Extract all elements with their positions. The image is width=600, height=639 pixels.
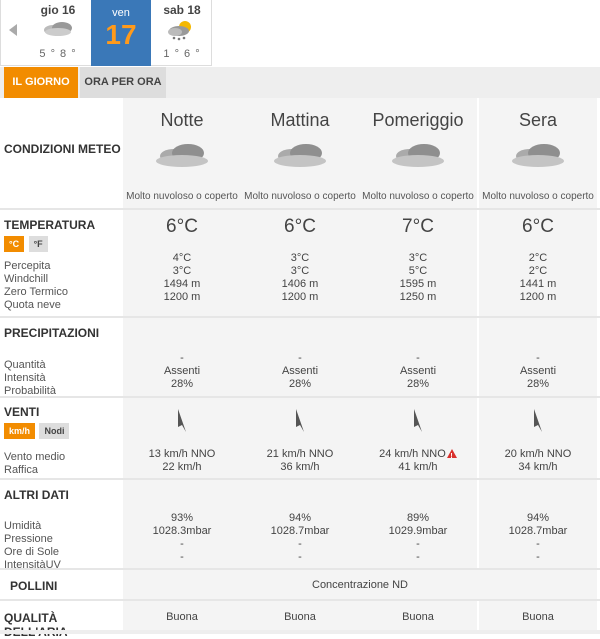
air-quality-value: Buona xyxy=(284,611,316,623)
raffica-value: 41 km/h xyxy=(398,461,438,473)
view-tabs xyxy=(0,67,600,98)
label-probabilita: Probabilità xyxy=(4,385,56,397)
wind-title: VENTI xyxy=(4,405,40,419)
air-col-pomeriggio xyxy=(359,601,477,631)
precip-col-pomeriggio xyxy=(359,318,477,396)
label-ore-di-sole: Ore di Sole xyxy=(4,546,60,558)
fahrenheit-toggle[interactable]: °F xyxy=(29,236,48,252)
quota-neve-value: 1200 m xyxy=(163,291,201,303)
label-intensita-uv: IntensitàUV xyxy=(4,559,61,571)
pressione-value: 1028.3mbar xyxy=(152,525,212,537)
period-desc: Molto nuvoloso o coperto xyxy=(244,191,356,202)
zero-termico-value: 1441 m xyxy=(519,278,557,290)
label-intensita: Intensità xyxy=(4,372,46,384)
quota-neve-value: 1200 m xyxy=(281,291,319,303)
wind-row xyxy=(0,398,600,480)
period-desc: Molto nuvoloso o coperto xyxy=(126,191,238,202)
precip-col-sera xyxy=(479,318,597,396)
day-name: gio 16 xyxy=(40,3,76,17)
wind-col-pomeriggio xyxy=(359,398,477,478)
windchill-value: 2°C xyxy=(528,265,548,277)
pressione-value: 1028.7mbar xyxy=(508,525,568,537)
intensita-value: Assenti xyxy=(519,365,557,377)
label-umidita: Umidità xyxy=(4,520,42,532)
other-col-mattina xyxy=(241,480,359,568)
label-percepita: Percepita xyxy=(4,260,51,272)
air-quality-value: Buona xyxy=(522,611,554,623)
period-sera xyxy=(479,98,597,208)
wind-direction-arrow-icon xyxy=(175,408,189,434)
tab-il-giorno[interactable]: IL GIORNO xyxy=(4,67,78,98)
ore-di-sole-value: - xyxy=(298,538,302,550)
temperature-row xyxy=(0,210,600,318)
period-name: Pomeriggio xyxy=(372,110,464,130)
wind-col-mattina xyxy=(241,398,359,478)
pressione-value: 1029.9mbar xyxy=(388,525,448,537)
intensita-value: Assenti xyxy=(399,365,437,377)
warning-icon xyxy=(447,449,457,458)
vento-medio-value: 21 km/h NNO xyxy=(266,448,334,460)
label-windchill: Windchill xyxy=(4,273,49,285)
intensita-uv-value: - xyxy=(416,551,420,563)
quantita-value: - xyxy=(536,352,540,364)
pollen-value: Concentrazione ND xyxy=(312,579,408,591)
zero-termico-value: 1406 m xyxy=(281,278,319,290)
air-col-mattina xyxy=(241,601,359,631)
temperature-value: 6°C xyxy=(284,216,316,237)
conditions-title: CONDIZIONI METEO xyxy=(4,142,121,156)
windchill-value: 5°C xyxy=(408,265,428,277)
temp-col-pomeriggio xyxy=(359,210,477,316)
percepita-value: 4°C xyxy=(172,252,192,264)
raffica-value: 36 km/h xyxy=(280,461,320,473)
precip-col-mattina xyxy=(241,318,359,396)
intensita-uv-value: - xyxy=(536,551,540,563)
vento-medio-value xyxy=(359,448,477,461)
cloud-icon xyxy=(390,143,446,169)
period-pomeriggio xyxy=(359,98,477,208)
intensita-value: Assenti xyxy=(163,365,201,377)
vento-medio-value: 20 km/h NNO xyxy=(504,448,572,460)
day-name: sab 18 xyxy=(163,3,201,17)
other-col-notte xyxy=(123,480,241,568)
precipitation-row xyxy=(0,318,600,398)
wind-col-notte xyxy=(123,398,241,478)
kmh-toggle[interactable]: km/h xyxy=(4,423,35,439)
period-desc: Molto nuvoloso o coperto xyxy=(362,191,474,202)
air-col-sera xyxy=(479,601,597,631)
windchill-value: 3°C xyxy=(290,265,310,277)
day-item-gio-16[interactable] xyxy=(27,0,89,66)
quantita-value: - xyxy=(298,352,302,364)
umidita-value: 93% xyxy=(170,512,194,524)
air-col-notte xyxy=(123,601,241,631)
percepita-value: 3°C xyxy=(408,252,428,264)
percepita-value: 3°C xyxy=(290,252,310,264)
period-name: Sera xyxy=(518,110,558,130)
tab-ora-per-ora[interactable]: ORA PER ORA xyxy=(80,67,166,98)
conditions-row xyxy=(0,98,600,210)
probabilita-value: 28% xyxy=(288,378,312,390)
ore-di-sole-value: - xyxy=(416,538,420,550)
temperature-value: 7°C xyxy=(402,216,434,237)
label-pressione: Pressione xyxy=(4,533,53,545)
label-raffica: Raffica xyxy=(4,464,39,476)
zero-termico-value: 1494 m xyxy=(163,278,201,290)
prev-day-arrow-icon[interactable] xyxy=(9,24,17,36)
pollen-row xyxy=(0,570,600,601)
period-name: Mattina xyxy=(270,110,330,130)
intensita-uv-value: - xyxy=(298,551,302,563)
air-quality-row xyxy=(0,601,600,631)
other-data-title: ALTRI DATI xyxy=(4,488,69,502)
wind-direction-arrow-icon xyxy=(531,408,545,434)
temperature-title: TEMPERATURA xyxy=(4,218,96,232)
probabilita-value: 28% xyxy=(526,378,550,390)
horizontal-scrollbar[interactable] xyxy=(0,630,600,634)
pollen-value-cell xyxy=(123,570,597,599)
label-quantita: Quantità xyxy=(4,359,46,371)
percepita-value: 2°C xyxy=(528,252,548,264)
period-desc: Molto nuvoloso o coperto xyxy=(482,191,594,202)
sun-cloud-snow-icon xyxy=(165,19,199,41)
cloud-icon xyxy=(154,143,210,169)
precip-col-notte xyxy=(123,318,241,396)
ore-di-sole-value: - xyxy=(180,538,184,550)
period-name: Notte xyxy=(160,110,204,130)
knots-toggle[interactable]: Nodi xyxy=(39,423,69,439)
vento-medio-value: 13 km/h NNO xyxy=(148,448,216,460)
day-temps: 5 ° 8 ° xyxy=(39,48,77,60)
raffica-value: 34 km/h xyxy=(518,461,558,473)
intensita-value: Assenti xyxy=(281,365,319,377)
cloud-icon xyxy=(272,143,328,169)
air-quality-value: Buona xyxy=(402,611,434,623)
air-quality-value: Buona xyxy=(166,611,198,623)
vento-medio-text: 24 km/h NNO xyxy=(379,448,446,460)
cloud-icon xyxy=(41,19,75,37)
cloud-icon xyxy=(510,143,566,169)
umidita-value: 94% xyxy=(526,512,550,524)
other-data-row xyxy=(0,480,600,570)
quota-neve-value: 1250 m xyxy=(399,291,437,303)
period-mattina xyxy=(241,98,359,208)
wind-direction-arrow-icon xyxy=(411,408,425,434)
day-selector xyxy=(0,0,212,66)
other-col-sera xyxy=(479,480,597,568)
temp-col-notte xyxy=(123,210,241,316)
quantita-value: - xyxy=(416,352,420,364)
temp-col-mattina xyxy=(241,210,359,316)
quota-neve-value: 1200 m xyxy=(519,291,557,303)
windchill-value: 3°C xyxy=(172,265,192,277)
day-item-sab-18[interactable] xyxy=(153,0,211,66)
wind-col-sera xyxy=(479,398,597,478)
label-zero-termico: Zero Termico xyxy=(4,286,68,298)
probabilita-value: 28% xyxy=(170,378,194,390)
day-name: ven xyxy=(112,7,130,19)
zero-termico-value: 1595 m xyxy=(399,278,437,290)
umidita-value: 94% xyxy=(288,512,312,524)
umidita-value: 89% xyxy=(406,512,430,524)
pressione-value: 1028.7mbar xyxy=(270,525,330,537)
precipitation-title: PRECIPITAZIONI xyxy=(4,326,100,340)
label-vento-medio: Vento medio xyxy=(4,451,66,463)
celsius-toggle[interactable]: °C xyxy=(4,236,24,252)
other-col-pomeriggio xyxy=(359,480,477,568)
probabilita-value: 28% xyxy=(406,378,430,390)
raffica-value: 22 km/h xyxy=(162,461,202,473)
temperature-value: 6°C xyxy=(522,216,554,237)
ore-di-sole-value: - xyxy=(536,538,540,550)
intensita-uv-value: - xyxy=(180,551,184,563)
day-item-ven-17[interactable] xyxy=(91,0,151,66)
quantita-value: - xyxy=(180,352,184,364)
day-number: 17 xyxy=(105,19,137,50)
label-quota-neve: Quota neve xyxy=(4,299,61,311)
pollen-title: POLLINI xyxy=(10,579,58,593)
temperature-value: 6°C xyxy=(166,216,198,237)
temp-col-sera xyxy=(479,210,597,316)
wind-direction-arrow-icon xyxy=(293,408,307,434)
air-quality-title: QUALITÀ xyxy=(4,611,58,625)
period-notte xyxy=(123,98,241,208)
day-temps: 1 ° 6 ° xyxy=(163,48,201,60)
